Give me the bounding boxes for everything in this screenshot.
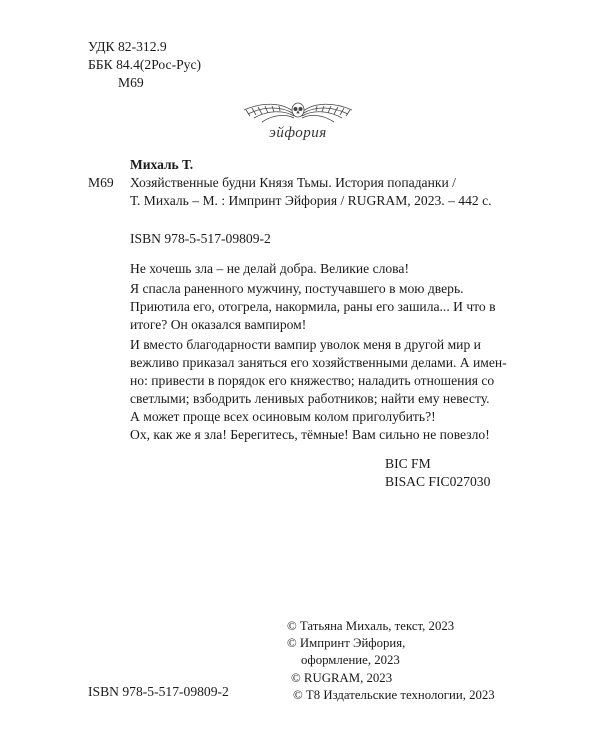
- copyright-line: оформление, 2023: [301, 653, 400, 668]
- annotation-line: вежливо приказал заняться его хозяйственными делами. А имен-: [130, 355, 507, 370]
- bic-code: BIC FM: [385, 456, 431, 471]
- classification-block: [88, 38, 201, 92]
- record-isbn: ISBN 978-5-517-09809-2: [130, 231, 271, 246]
- annotation-line: но: привести в порядок его княжество; наладить отношения со: [130, 373, 495, 388]
- copyright-line: © RUGRAM, 2023: [291, 670, 393, 685]
- footer-isbn: ISBN 978-5-517-09809-2: [88, 684, 229, 699]
- bibliographic-description: [130, 174, 500, 210]
- copyright-block: [287, 617, 495, 703]
- author-name: Михаль Т.: [130, 157, 194, 172]
- copyright-line: © Татьяна Михаль, текст, 2023: [287, 619, 455, 633]
- author-sign: М69: [118, 75, 144, 90]
- annotation-line: Не хочешь зла – не делай добра. Великие слова!: [130, 261, 409, 276]
- call-number: М69: [88, 175, 114, 190]
- udk-code: УДК 82-312.9: [88, 39, 167, 54]
- annotation-line: Ох, как же я зла! Берегитесь, тёмные! Вам сильно не повезло!: [130, 427, 490, 442]
- subject-codes: [385, 455, 490, 491]
- annotation-line: А может проще всех осиновым колом приголубить?!: [130, 409, 436, 424]
- bib-line: Т. Михаль – М. : Импринт Эйфория / RUGRAM, 2023. – 442 с.: [130, 193, 492, 208]
- logo-text: эйфория: [269, 125, 327, 141]
- annotation-line: итоге? Он оказался вампиром!: [130, 317, 307, 332]
- annotation-line: И вместо благодарности вампир уволок меня в другой мир и: [130, 337, 481, 352]
- bisac-code: BISAC FIC027030: [385, 474, 491, 489]
- bbk-code: ББК 84.4(2Рос-Рус): [88, 57, 202, 72]
- annotation-line: Я спасла раненного мужчину, постучавшего в мою дверь.: [130, 281, 464, 296]
- copyright-line: © Импринт Эйфория,: [287, 636, 406, 651]
- annotation-line: светлыми; взбодрить ленивых работников; найти ему невесту.: [130, 391, 490, 406]
- copyright-line: © Т8 Издательские технологии, 2023: [293, 687, 495, 702]
- publisher-logo: [238, 96, 358, 152]
- bib-line: Хозяйственные будни Князя Тьмы. История попаданки /: [130, 175, 456, 190]
- annotation: [130, 260, 507, 446]
- annotation-line: Приютила его, отогрела, накормила, раны его зашила... И что в: [130, 299, 496, 314]
